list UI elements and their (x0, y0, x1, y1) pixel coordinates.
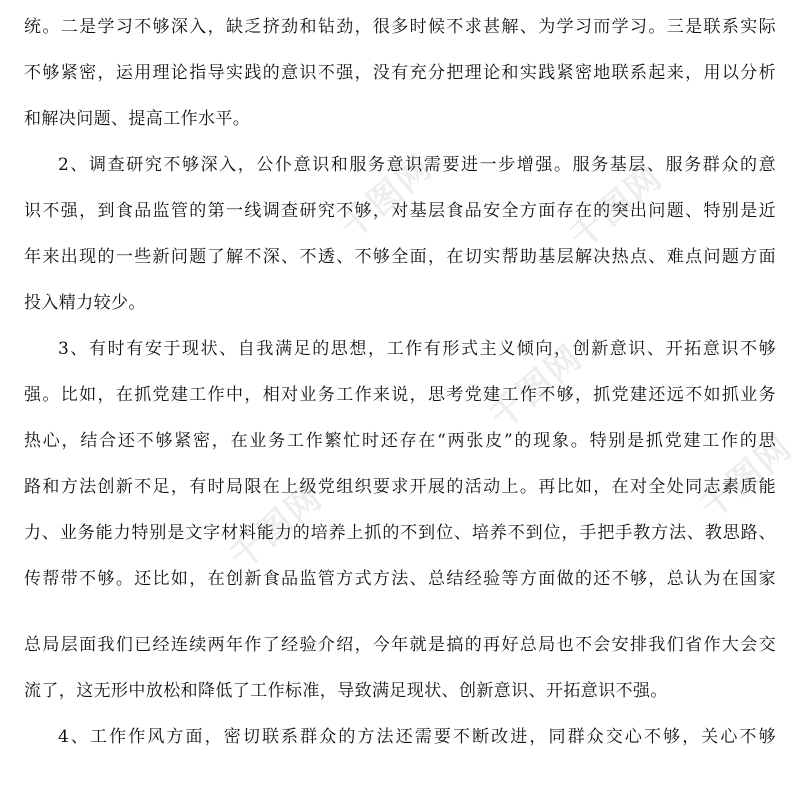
watermark: 千图网 (692, 427, 800, 528)
watermark: 千图网 (562, 157, 671, 258)
paragraph-line: 热心，结合还不够紧密，在业务工作繁忙时还存在“两张皮”的现象。特别是抓党建工作的思 (24, 431, 776, 451)
watermark: 千图网 (222, 477, 331, 578)
paragraph-line: 4、工作作风方面，密切联系群众的方法还需要不断改进，同群众交心不够，关心不够 (58, 727, 776, 747)
paragraph-line: 和解决问题、提高工作水平。 (24, 109, 251, 129)
paragraph-line: 2、调查研究不够深入，公仆意识和服务意识需要进一步增强。服务基层、服务群众的意 (58, 155, 776, 175)
paragraph-line: 流了，这无形中放松和降低了工作标准，导致满足现状、创新意识、开拓意识不强。 (24, 681, 668, 701)
paragraph-line: 力、业务能力特别是文字材料能力的培养上抓的不到位、培养不到位，手把手教方法、教思路、 (24, 523, 776, 543)
paragraph-line: 总局层面我们已经连续两年作了经验介绍，今年就是搞的再好总局也不会安排我们省作大会交 (24, 635, 776, 655)
paragraph-line: 识不强，到食品监管的第一线调查研究不够，对基层食品安全方面存在的突出问题、特别是近 (24, 201, 776, 221)
paragraph-line: 路和方法创新不足，有时局限在上级党组织要求开展的活动上。再比如，在对全处同志素质能 (24, 477, 776, 497)
paragraph-line: 年来出现的一些新问题了解不深、不透、不够全面，在切实帮助基层解决热点、难点问题方面 (24, 247, 776, 267)
paragraph-line: 投入精力较少。 (24, 293, 146, 313)
watermark: 千图网 (332, 147, 441, 248)
paragraph-line: 3、有时有安于现状、自我满足的思想，工作有形式主义倾向，创新意识、开拓意识不够 (58, 339, 776, 359)
paragraph-line: 不够紧密，运用理论指导实践的意识不强，没有充分把理论和实践紧密地联系起来，用以分析 (24, 63, 776, 83)
paragraph-line: 统。二是学习不够深入，缺乏挤劲和钻劲，很多时候不求甚解、为学习而学习。三是联系实际 (24, 17, 776, 37)
watermark: 千图网 (482, 337, 591, 438)
paragraph-line: 传帮带不够。还比如，在创新食品监管方式方法、总结经验等方面做的还不够，总认为在国家 (24, 569, 776, 589)
paragraph-line: 强。比如，在抓党建工作中，相对业务工作来说，思考党建工作不够，抓党建还远不如抓业务 (24, 385, 776, 405)
